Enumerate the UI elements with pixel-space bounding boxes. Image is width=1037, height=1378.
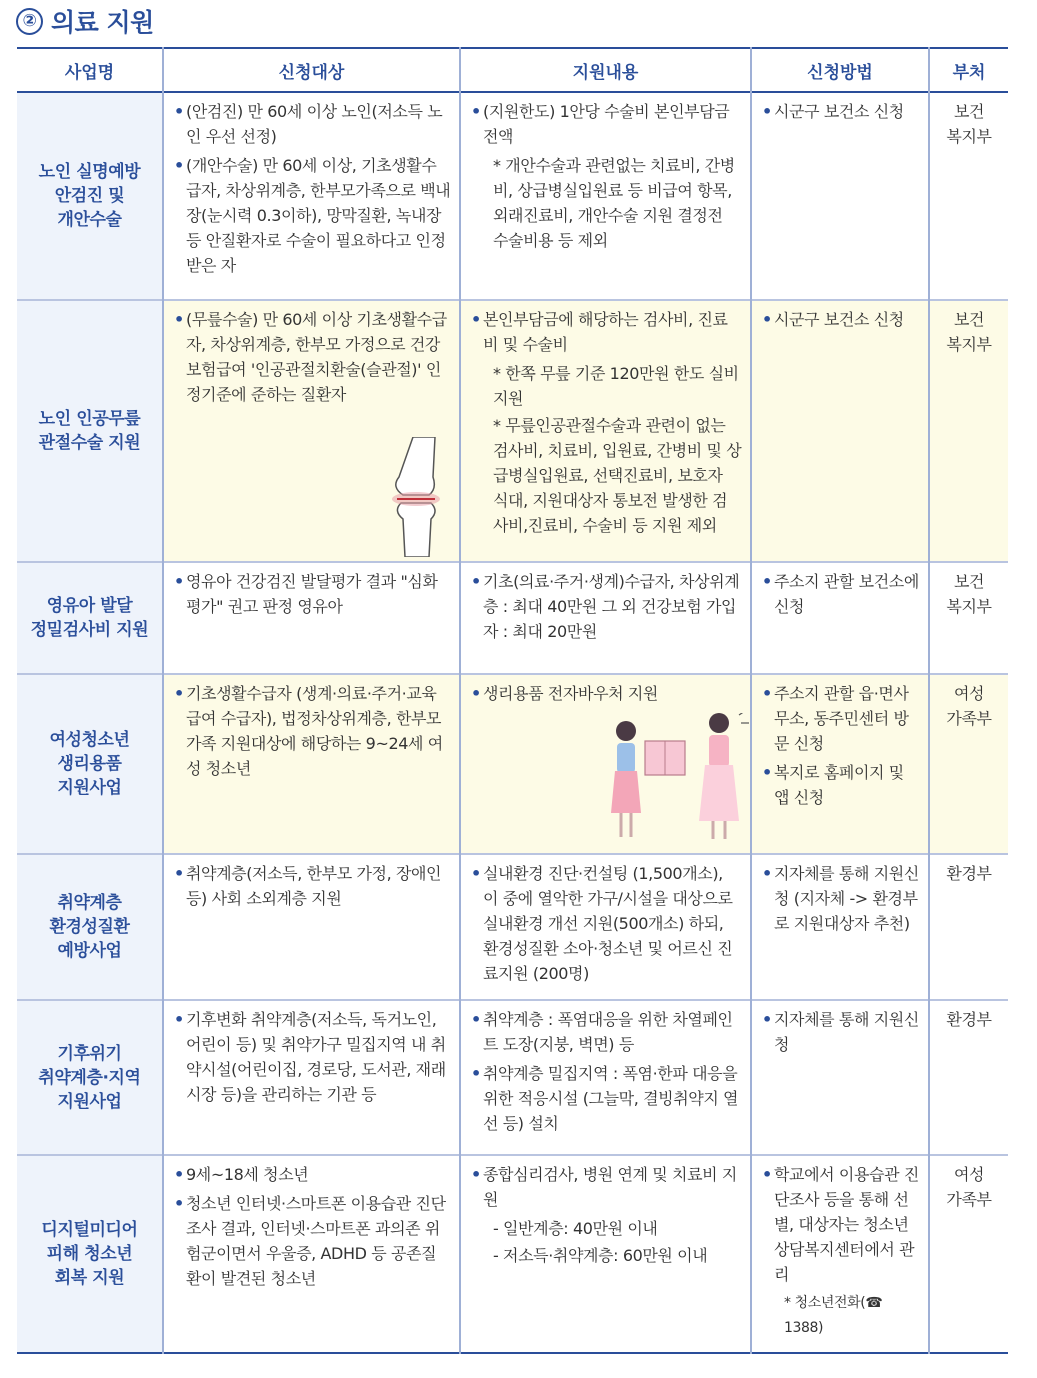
method-bullet: • 학교에서 이용습관 진단조사 등을 통해 선별, 대상자는 청소년상담복지센터에서 관리: [762, 1162, 920, 1287]
target-bullet: • 취약계층(저소득, 한부모 가정, 장애인 등) 사회 소외계층 지원: [174, 861, 451, 911]
dept-cell: [929, 562, 1008, 674]
program-name-line: 기후위기: [57, 1043, 122, 1064]
method-bullet: • 시군구 보건소 신청: [762, 307, 920, 332]
method-cell: [751, 1155, 929, 1353]
target-bullet: • 기후변화 취약계층(저소득, 독거노인, 어린이 등) 및 취약가구 밀집지역 내 취약시설(어린이집, 경로당, 도서관, 재래시장 등)을 관리하는 기관 등: [174, 1007, 451, 1107]
program-name-line: 지원사업: [57, 1091, 122, 1112]
target-cell: [163, 854, 460, 1000]
girls-gift-box-illustration: [601, 713, 751, 843]
target-cell: [163, 1000, 460, 1155]
target-bullet: • 영유아 건강검진 발달평가 결과 "심화평가" 권고 판정 영유아: [174, 569, 451, 619]
target-bullet: • 청소년 인터넷·스마트폰 이용습관 진단조사 결과, 인터넷·스마트폰 과의존 위험군이면서 우울증, ADHD 등 공존질환이 발견된 청소년: [174, 1191, 451, 1291]
method-cell: [751, 562, 929, 674]
program-name-line: 여성청소년: [49, 730, 130, 750]
program-name-line: 취약계층·지역: [38, 1067, 141, 1088]
program-name-line: 생리용품: [57, 754, 122, 774]
method-cell: [751, 1000, 929, 1155]
dept-line: 가족부: [946, 709, 992, 728]
program-name-line: 디지털미디어: [41, 1220, 138, 1240]
target-bullet: • 기초생활수급자 (생계·의료·주거·교육급여 수급자), 법정차상위계층, 한부모가족 지원대상에 해당하는 9~24세 여성 청소년: [174, 681, 451, 781]
method-bullet: • 지자체를 통해 지원신청: [762, 1007, 920, 1057]
support-cell: [460, 92, 751, 300]
target-cell: [163, 1155, 460, 1353]
method-cell: [751, 854, 929, 1000]
program-name-line: 노인 실명예방: [38, 162, 141, 182]
dept-line: 환경부: [946, 1010, 992, 1029]
support-cell: [460, 854, 751, 1000]
target-bullet: • 9세~18세 청소년: [174, 1162, 451, 1187]
support-note: - 저소득·취약계층: 60만원 이내: [493, 1246, 708, 1265]
support-note: - 일반계층: 40만원 이내: [493, 1219, 658, 1238]
target-bullet: • (안검진) 만 60세 이상 노인(저소득 노인 우선 선정): [174, 99, 451, 149]
header-method: 신청방법: [751, 48, 929, 92]
target-cell: [163, 92, 460, 300]
target-cell: [163, 562, 460, 674]
table-row: [17, 854, 1008, 1000]
program-name-line: 예방사업: [57, 941, 122, 961]
dept-line: 보건: [953, 102, 985, 121]
target-bullet: • (무릎수술) 만 60세 이상 기초생활수급자, 차상위계층, 한부모 가정으로 건강보험급여 '인공관절치환술(슬관절)' 인정기준에 준하는 질환자: [174, 307, 451, 407]
support-cell: [460, 674, 751, 854]
section-number: ②: [16, 8, 43, 35]
support-bullet: • 종합심리검사, 병원 연계 및 치료비 지원: [471, 1162, 742, 1212]
table-row: [17, 92, 1008, 300]
program-name-line: 영유아 발달: [46, 596, 133, 616]
dept-line: 여성: [953, 684, 985, 703]
medical-support-table: [17, 47, 1008, 1354]
dept-cell: [929, 92, 1008, 300]
method-bullet: • 주소지 관할 보건소에 신청: [762, 569, 920, 619]
dept-cell: [929, 674, 1008, 854]
program-name-line: 회복 지원: [54, 1268, 125, 1288]
support-note: * 한쪽 무릎 기준 120만원 한도 실비 지원: [493, 364, 739, 408]
dept-line: 가족부: [946, 1190, 992, 1209]
support-cell: [460, 1000, 751, 1155]
section-title: [16, 4, 154, 38]
dept-line: 복지부: [946, 597, 992, 616]
table-row: [17, 674, 1008, 854]
target-cell: [163, 300, 460, 562]
program-name-line: 안검진 및: [54, 186, 125, 206]
knee-joint-illustration: [373, 437, 453, 557]
header-support: 지원내용: [460, 48, 751, 92]
dept-line: 보건: [953, 310, 985, 329]
method-bullet: • 지자체를 통해 지원신청 (지자체 -> 환경부로 지원대상자 추천): [762, 861, 920, 936]
program-name-cell: [17, 300, 163, 562]
support-bullet: • 실내환경 진단·컨설팅 (1,500개소), 이 중에 열악한 가구/시설을 대상으로 실내환경 개선 지원(500개소) 하되, 환경성질환 소아·청소년 및 어르신 진료지원 (200명): [471, 861, 742, 986]
program-name-cell: [17, 92, 163, 300]
dept-line: 보건: [953, 572, 985, 591]
support-bullet: • 생리용품 전자바우처 지원: [471, 681, 742, 706]
program-name-line: 지원사업: [57, 778, 122, 798]
table-row: [17, 1155, 1008, 1353]
method-bullet: • 주소지 관할 읍·면사무소, 동주민센터 방문 신청: [762, 681, 920, 756]
dept-line: 복지부: [946, 335, 992, 354]
program-name-line: 개안수술: [57, 210, 122, 230]
program-name-line: 환경성질환: [49, 917, 130, 937]
program-name-cell: [17, 854, 163, 1000]
support-cell: [460, 300, 751, 562]
method-bullet: • 복지로 홈페이지 및 앱 신청: [762, 760, 920, 810]
program-name-cell: [17, 1000, 163, 1155]
header-dept: 부처: [929, 48, 1008, 92]
target-bullet: • (개안수술) 만 60세 이상, 기초생활수급자, 차상위계층, 한부모가족으로 백내장(눈시력 0.3이하), 망막질환, 녹내장 등 안질환자로 수술이 필요하다고 인정받은 자: [174, 153, 451, 278]
dept-cell: [929, 1000, 1008, 1155]
program-name-line: 노인 인공무릎: [38, 409, 141, 429]
method-cell: [751, 674, 929, 854]
dept-line: 여성: [953, 1165, 985, 1184]
program-name-cell: [17, 1155, 163, 1353]
table-row: [17, 562, 1008, 674]
support-bullet: • 본인부담금에 해당하는 검사비, 진료비 및 수술비: [471, 307, 742, 357]
support-note: * 개안수술과 관련없는 치료비, 간병비, 상급병실입원료 등 비급여 항목, 외래진료비, 개안수술 지원 결정전 수술비용 등 제외: [493, 156, 735, 250]
method-cell: [751, 92, 929, 300]
program-name-cell: [17, 674, 163, 854]
dept-cell: [929, 1155, 1008, 1353]
method-note: * 청소년전화(☎ 1388): [784, 1295, 883, 1336]
dept-cell: [929, 854, 1008, 1000]
support-bullet: • 취약계층 밀집지역 : 폭염·한파 대응을 위한 적응시설 (그늘막, 결빙취약지 열선 등) 설치: [471, 1061, 742, 1136]
dept-line: 복지부: [946, 127, 992, 146]
method-bullet: • 시군구 보건소 신청: [762, 99, 920, 124]
table-row: [17, 300, 1008, 562]
method-cell: [751, 300, 929, 562]
section-title-text: 의료 지원: [51, 8, 154, 37]
header-target: 신청대상: [163, 48, 460, 92]
support-bullet: • 취약계층 : 폭염대응을 위한 차열페인트 도장(지붕, 벽면) 등: [471, 1007, 742, 1057]
program-name-line: 취약계층: [57, 893, 122, 913]
table-header-row: [17, 48, 1008, 92]
dept-cell: [929, 300, 1008, 562]
program-name-cell: [17, 562, 163, 674]
support-cell: [460, 562, 751, 674]
table-row: [17, 1000, 1008, 1155]
program-name-line: 피해 청소년: [46, 1244, 133, 1264]
support-bullet: • 기초(의료·주거·생계)수급자, 차상위계층 : 최대 40만원 그 외 건강보험 가입자 : 최대 20만원: [471, 569, 742, 644]
support-note: * 무릎인공관절수술과 관련이 없는 검사비, 치료비, 입원료, 간병비 및 상급병실입원료, 선택진료비, 보호자 식대, 지원대상자 통보전 발생한 검사비,진료비, 수술비 등 지원 제외: [493, 416, 742, 535]
program-name-line: 관절수술 지원: [38, 433, 141, 453]
target-cell: [163, 674, 460, 854]
program-name-line: 정밀검사비 지원: [30, 620, 149, 640]
support-cell: [460, 1155, 751, 1353]
header-program: 사업명: [17, 48, 163, 92]
dept-line: 환경부: [946, 864, 992, 883]
support-bullet: • (지원한도) 1안당 수술비 본인부담금 전액: [471, 99, 742, 149]
